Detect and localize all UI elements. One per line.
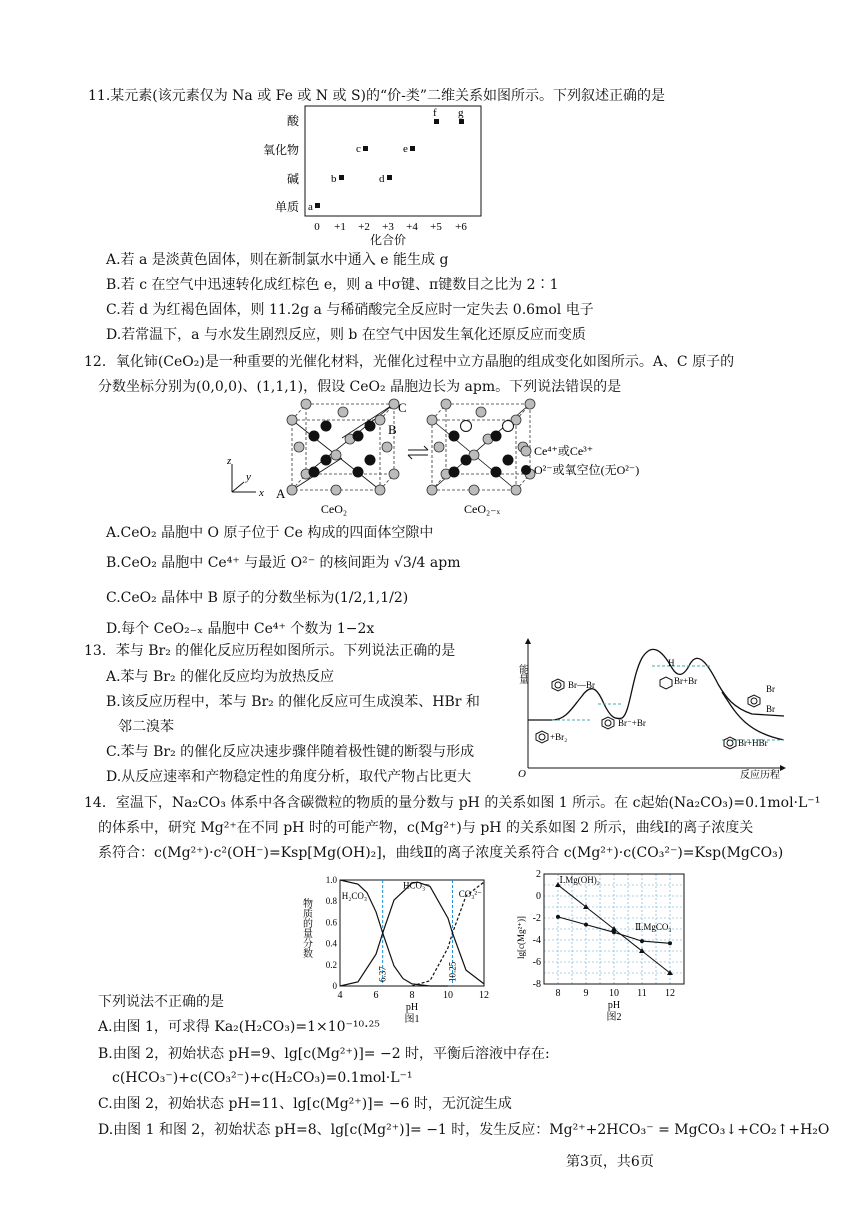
q11-option-b: B.若 c 在空气中迅速转化成红棕色 e，则 a 中σ键、π键数目之比为 2∶1	[106, 277, 559, 293]
q12-option-a: A.CeO₂ 晶胞中 O 原子位于 Ce 构成的四面体空隙中	[106, 525, 434, 541]
fig1-annotation: 6.37	[377, 966, 388, 982]
q11-x-tick: +2	[358, 221, 370, 233]
q11-x-tick: +5	[430, 221, 442, 233]
q13-label-brbr: Br—Br	[568, 680, 595, 690]
q11-point-c: c	[356, 143, 361, 155]
q11-row-label: 单质	[274, 200, 299, 214]
q13-label-br-ion: Br⁻+Br	[618, 718, 646, 728]
fig1-x-tick: 12	[479, 990, 489, 1001]
q13-origin: O	[518, 768, 526, 780]
q12-label-b: B	[388, 422, 397, 437]
fig2-series-label: Ⅰ.Mg(OH)₂	[559, 874, 600, 885]
fig2-x-tick: 11	[637, 988, 647, 999]
fig2-x-tick: 10	[609, 988, 619, 999]
q11-point-d: d	[379, 173, 385, 185]
q14-option-b-line1: B.由图 2，初始状态 pH=9、lg[c(Mg²⁺)]= −2 时，平衡后溶液中存在:	[98, 1046, 550, 1062]
fig1-x-tick: 4	[337, 990, 343, 1001]
q13-label-br-a: Br	[766, 684, 775, 694]
fig2-y-tick: -2	[532, 913, 541, 924]
fig2-y-tick: 2	[536, 869, 541, 880]
q12-axis-y: y	[246, 471, 251, 483]
q14-option-b-line2: c(HCO₃⁻)+c(CO₃²⁻)+c(H₂CO₃)=0.1mol·L⁻¹	[112, 1070, 413, 1086]
q11-point-e: e	[403, 143, 408, 155]
fig2-x-label: pH	[607, 1000, 621, 1011]
q13-energy-profile	[512, 636, 794, 780]
q14-stem-line3: 系符合：c(Mg²⁺)·c²(OH⁻)=Ksp[Mg(OH)₂]，曲线Ⅱ的离子浓度关系符合 c(Mg²⁺)·c(CO₃²⁻)=Ksp(MgCO₃)	[98, 845, 784, 861]
q12-option-c: C.CeO₂ 晶体中 B 原子的分数坐标为(1/2,1,1/2)	[106, 590, 409, 606]
q13-x-label: 反应历程	[740, 770, 780, 781]
fig1-x-label: pH	[405, 1002, 419, 1013]
q11-x-tick: 0	[314, 221, 320, 233]
q13-option-b-line2: 邻二溴苯	[118, 719, 174, 735]
q14-option-d: D.由图 1 和图 2，初始状态 pH=8、lg[c(Mg²⁺)]= −1 时，发生反应：Mg²⁺+2HCO₃⁻ = MgCO₃↓+CO₂↑+H₂O	[98, 1122, 830, 1138]
q11-x-tick: +4	[406, 221, 418, 233]
q12-legend-o: O²⁻或氧空位(无O²⁻)	[534, 463, 640, 477]
fig2-x-tick: 8	[555, 988, 561, 999]
fig2-point	[556, 915, 560, 919]
fig1-x-tick: 8	[409, 990, 415, 1001]
page-footer: 第3页，共6页	[566, 1154, 654, 1170]
fig2-y-tick: 0	[536, 891, 541, 902]
fig2-point	[612, 930, 616, 934]
fig1-series-label: CO₃²⁻	[458, 888, 482, 899]
fig2-x-tick: 9	[583, 988, 589, 999]
fig1-y-tick: 0.8	[325, 896, 337, 907]
q14-question: 下列说法不正确的是	[98, 994, 224, 1010]
fig1-y-tick: 0.2	[325, 959, 337, 970]
q12-cell2-label: CeO₂₋ₓ	[464, 502, 500, 516]
q14-stem-line1: 14．室温下，Na₂CO₃ 体系中各含碳微粒的物质的量分数与 pH 的关系如图 1 所示。在 c起始(Na₂CO₃)=0.1mol·L⁻¹	[84, 795, 821, 811]
fig2-point	[584, 923, 588, 927]
q11-point-b: b	[331, 173, 337, 185]
fig1-y-tick: 1.0	[325, 875, 337, 885]
fig1-series-label: HCO₃⁻	[403, 880, 430, 891]
q11-point-a: a	[308, 201, 313, 213]
q11-option-c: C.若 d 为红褐色固体，则 11.2g a 与稀硝酸完全反应时一定失去 0.6mol 电子	[106, 302, 594, 318]
q13-label-h: H	[668, 658, 675, 668]
q13-option-b-line1: B.该反应历程中，苯与 Br₂ 的催化反应可生成溴苯、HBr 和	[106, 694, 480, 710]
q11-x-label: 化合价	[369, 233, 407, 247]
fig1-y-label: 物质的量分数	[300, 898, 312, 958]
q12-cell1-label: CeO₂	[320, 502, 348, 516]
fig2-y-tick: -4	[532, 935, 541, 946]
fig1-y-tick: 0	[332, 981, 337, 991]
q14-figure1-chart	[298, 872, 494, 1025]
q13-option-c: C.苯与 Br₂ 的催化反应决速步骤伴随着极性键的断裂与形成	[106, 744, 475, 760]
fig1-annotation: 10.25	[447, 961, 458, 982]
fig1-y-tick: 0.6	[325, 917, 337, 928]
fig1-title: 图1	[404, 1014, 420, 1025]
fig2-y-tick: -6	[532, 957, 541, 968]
q11-point-f: f	[433, 107, 437, 119]
q11-row-label: 酸	[286, 114, 299, 128]
q12-crystal-figure	[222, 398, 682, 518]
q14-option-c: C.由图 2，初始状态 pH=11、lg[c(Mg²⁺)]= −6 时，无沉淀生成	[98, 1096, 512, 1112]
fig1-x-tick: 10	[443, 990, 453, 1001]
fig2-series-label: Ⅱ.MgCO₃	[635, 922, 672, 933]
q12-label-c: C	[398, 400, 407, 415]
q14-figure2-chart	[514, 866, 696, 1023]
q13-option-d: D.从反应速率和产物稳定性的角度分析，取代产物占比更大	[106, 769, 472, 785]
fig2-x-tick: 12	[665, 988, 675, 999]
q11-option-d: D.若常温下，a 与水发生剧烈反应，则 b 在空气中因发生氧化还原反应而变质	[106, 327, 586, 343]
q12-stem-line2: 分数坐标分别为(0,0,0)、(1,1,1)，假设 CeO₂ 晶胞边长为 apm。下列说法错误的是	[98, 379, 622, 395]
q11-x-tick: +6	[455, 221, 467, 233]
q12-axis-x: x	[259, 487, 264, 499]
q11-x-tick: +1	[334, 221, 346, 233]
q13-option-a: A.苯与 Br₂ 的催化反应均为放热反应	[106, 669, 335, 685]
q11-point-g: g	[458, 107, 464, 119]
q11-option-a: A.若 a 是淡黄色固体，则在新制氯水中通入 e 能生成 g	[106, 252, 449, 268]
q11-row-label: 碱	[286, 172, 299, 186]
fig1-x-tick: 6	[373, 990, 379, 1001]
q12-stem-line1: 12．氧化铈(CeO₂)是一种重要的光催化材料，光催化过程中立方晶胞的组成变化如图所示。A、C 原子的	[84, 354, 735, 370]
fig2-title: 图2	[606, 1012, 622, 1023]
q13-y-label: 能量	[516, 664, 528, 684]
q12-axis-z: z	[227, 455, 232, 467]
q13-label-br-b: Br	[766, 704, 775, 714]
fig2-point	[668, 941, 672, 945]
fig2-y-tick: -8	[532, 979, 541, 990]
q11-row-label: 氧化物	[262, 143, 299, 157]
q13-label-br2: +Br₂	[550, 732, 568, 742]
q12-option-b: B.CeO₂ 晶胞中 Ce⁴⁺ 与最近 O²⁻ 的核间距为 √3/4 apm	[106, 555, 461, 571]
fig1-series-label: H₂CO₃	[341, 891, 368, 902]
fig2-point	[640, 939, 644, 943]
fig2-y-label: lg[c(Mg²⁺)]	[516, 916, 526, 959]
q11-stem: 11.某元素(该元素仅为 Na 或 Fe 或 N 或 S)的“价-类”二维关系如图所示。下列叙述正确的是	[88, 88, 666, 104]
q13-stem: 13．苯与 Br₂ 的催化反应历程如图所示。下列说法正确的是	[84, 643, 456, 659]
q14-stem-line2: 的体系中，研究 Mg²⁺在不同 pH 时的可能产物，c(Mg²⁺)与 pH 的关系如图 2 所示，曲线Ⅰ的离子浓度关	[98, 820, 754, 836]
q11-valence-class-chart	[255, 104, 495, 252]
fig1-y-tick: 0.4	[325, 938, 337, 949]
q12-label-a: A	[276, 486, 286, 501]
q13-label-hbr: Br+HBr	[738, 738, 768, 748]
q11-x-tick: +3	[382, 221, 394, 233]
q12-legend-ce: Ce⁴⁺或Ce³⁺	[534, 444, 594, 458]
q14-option-a: A.由图 1，可求得 Ka₂(H₂CO₃)=1×10⁻¹⁰·²⁵	[98, 1019, 380, 1035]
q13-label-brbr2: Br+Br	[674, 676, 698, 686]
q12-option-d: D.每个 CeO₂₋ₓ 晶胞中 Ce⁴⁺ 个数为 1−2x	[106, 621, 375, 637]
